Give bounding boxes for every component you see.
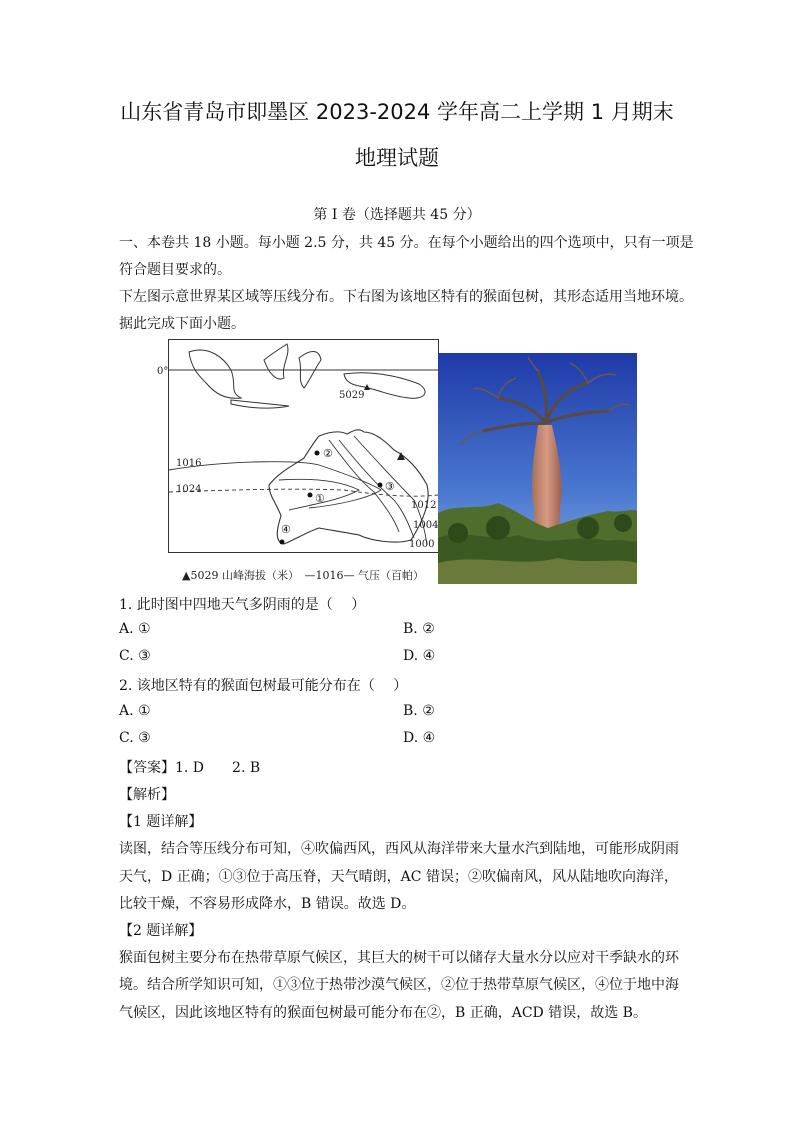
q2-analysis-line-1: 猴面包树主要分布在热带草原气候区，其巨大的树干可以储存大量水分以应对干季缺水的环 — [119, 950, 679, 966]
peak-elevation-label: 5029 — [339, 390, 365, 401]
section-header: 第 I 卷（选择题共 45 分） — [313, 207, 481, 223]
question-2-option-c: C. ③ — [119, 730, 151, 746]
question-1-option-c: C. ③ — [119, 648, 151, 664]
isobar-label: 1024 — [176, 484, 202, 495]
latitude-label: 0° — [157, 366, 169, 377]
question-1-stem: 1. 此时图中四地天气多阴雨的是（ ） — [119, 597, 366, 613]
point-label: ④ — [281, 523, 291, 536]
point-label: ① — [315, 492, 325, 505]
point-label: ② — [323, 447, 333, 460]
q1-analysis-line-2: 天气，D 正确；①③位于高压脊，天气晴朗，AC 错误；②吹偏南风，风从陆地吹向海洋， — [119, 869, 678, 885]
document-title: 山东省青岛市即墨区 2023-2024 学年高二上学期 1 月期末 — [120, 100, 674, 124]
q1-analysis-line-3: 比较干燥，不容易形成降水，B 错误。故选 D。 — [119, 896, 416, 912]
instructions-line-2: 符合题目要求的。 — [119, 262, 231, 278]
intro-line-2: 据此完成下面小题。 — [119, 316, 245, 332]
map-legend: ▲5029 山峰海拔（米） —1016— 气压（百帕） — [182, 569, 424, 582]
isobar-label: 1016 — [176, 458, 202, 469]
intro-line-1: 下左图示意世界某区域等压线分布。下右图为该地区特有的猴面包树，其形态适用当地环境。 — [119, 289, 693, 305]
baobab-tree-photo — [438, 353, 637, 584]
question-2-stem: 2. 该地区特有的猴面包树最可能分布在（ ） — [119, 678, 408, 694]
q2-analysis-line-3: 气候区，因此该地区特有的猴面包树最可能分布在②，B 正确，ACD 错误，故选 B。 — [119, 1005, 647, 1021]
q2-analysis-heading: 【2 题详解】 — [119, 923, 203, 939]
q1-analysis-line-1: 读图，结合等压线分布可知，④吹偏西风，西风从海洋带来大量水汽到陆地，可能形成阴雨 — [119, 841, 679, 857]
answer-line: 【答案】1. D 2. B — [119, 760, 261, 776]
point-label: ③ — [385, 480, 395, 493]
q1-analysis-heading: 【1 题详解】 — [119, 814, 203, 830]
question-2-option-d: D. ④ — [403, 730, 436, 746]
isobar-map — [157, 339, 439, 553]
analysis-heading: 【解析】 — [119, 787, 175, 803]
isobar-label: 1012 — [411, 500, 437, 511]
question-1-option-a: A. ① — [119, 621, 151, 637]
question-2-option-b: B. ② — [403, 703, 435, 719]
instructions-line-1: 一、本卷共 18 小题。每小题 2.5 分，共 45 分。在每个小题给出的四个选项中，只有一项是 — [119, 235, 694, 251]
question-1-option-b: B. ② — [403, 621, 435, 637]
isobar-label: 1004 — [413, 520, 439, 531]
document-subtitle: 地理试题 — [355, 146, 439, 170]
question-1-option-d: D. ④ — [403, 648, 436, 664]
isobar-label: 1000 — [409, 539, 435, 550]
question-2-option-a: A. ① — [119, 703, 151, 719]
q2-analysis-line-2: 境。结合所学知识可知，①③位于热带沙漠气候区，②位于热带草原气候区，④位于地中海 — [119, 977, 679, 993]
